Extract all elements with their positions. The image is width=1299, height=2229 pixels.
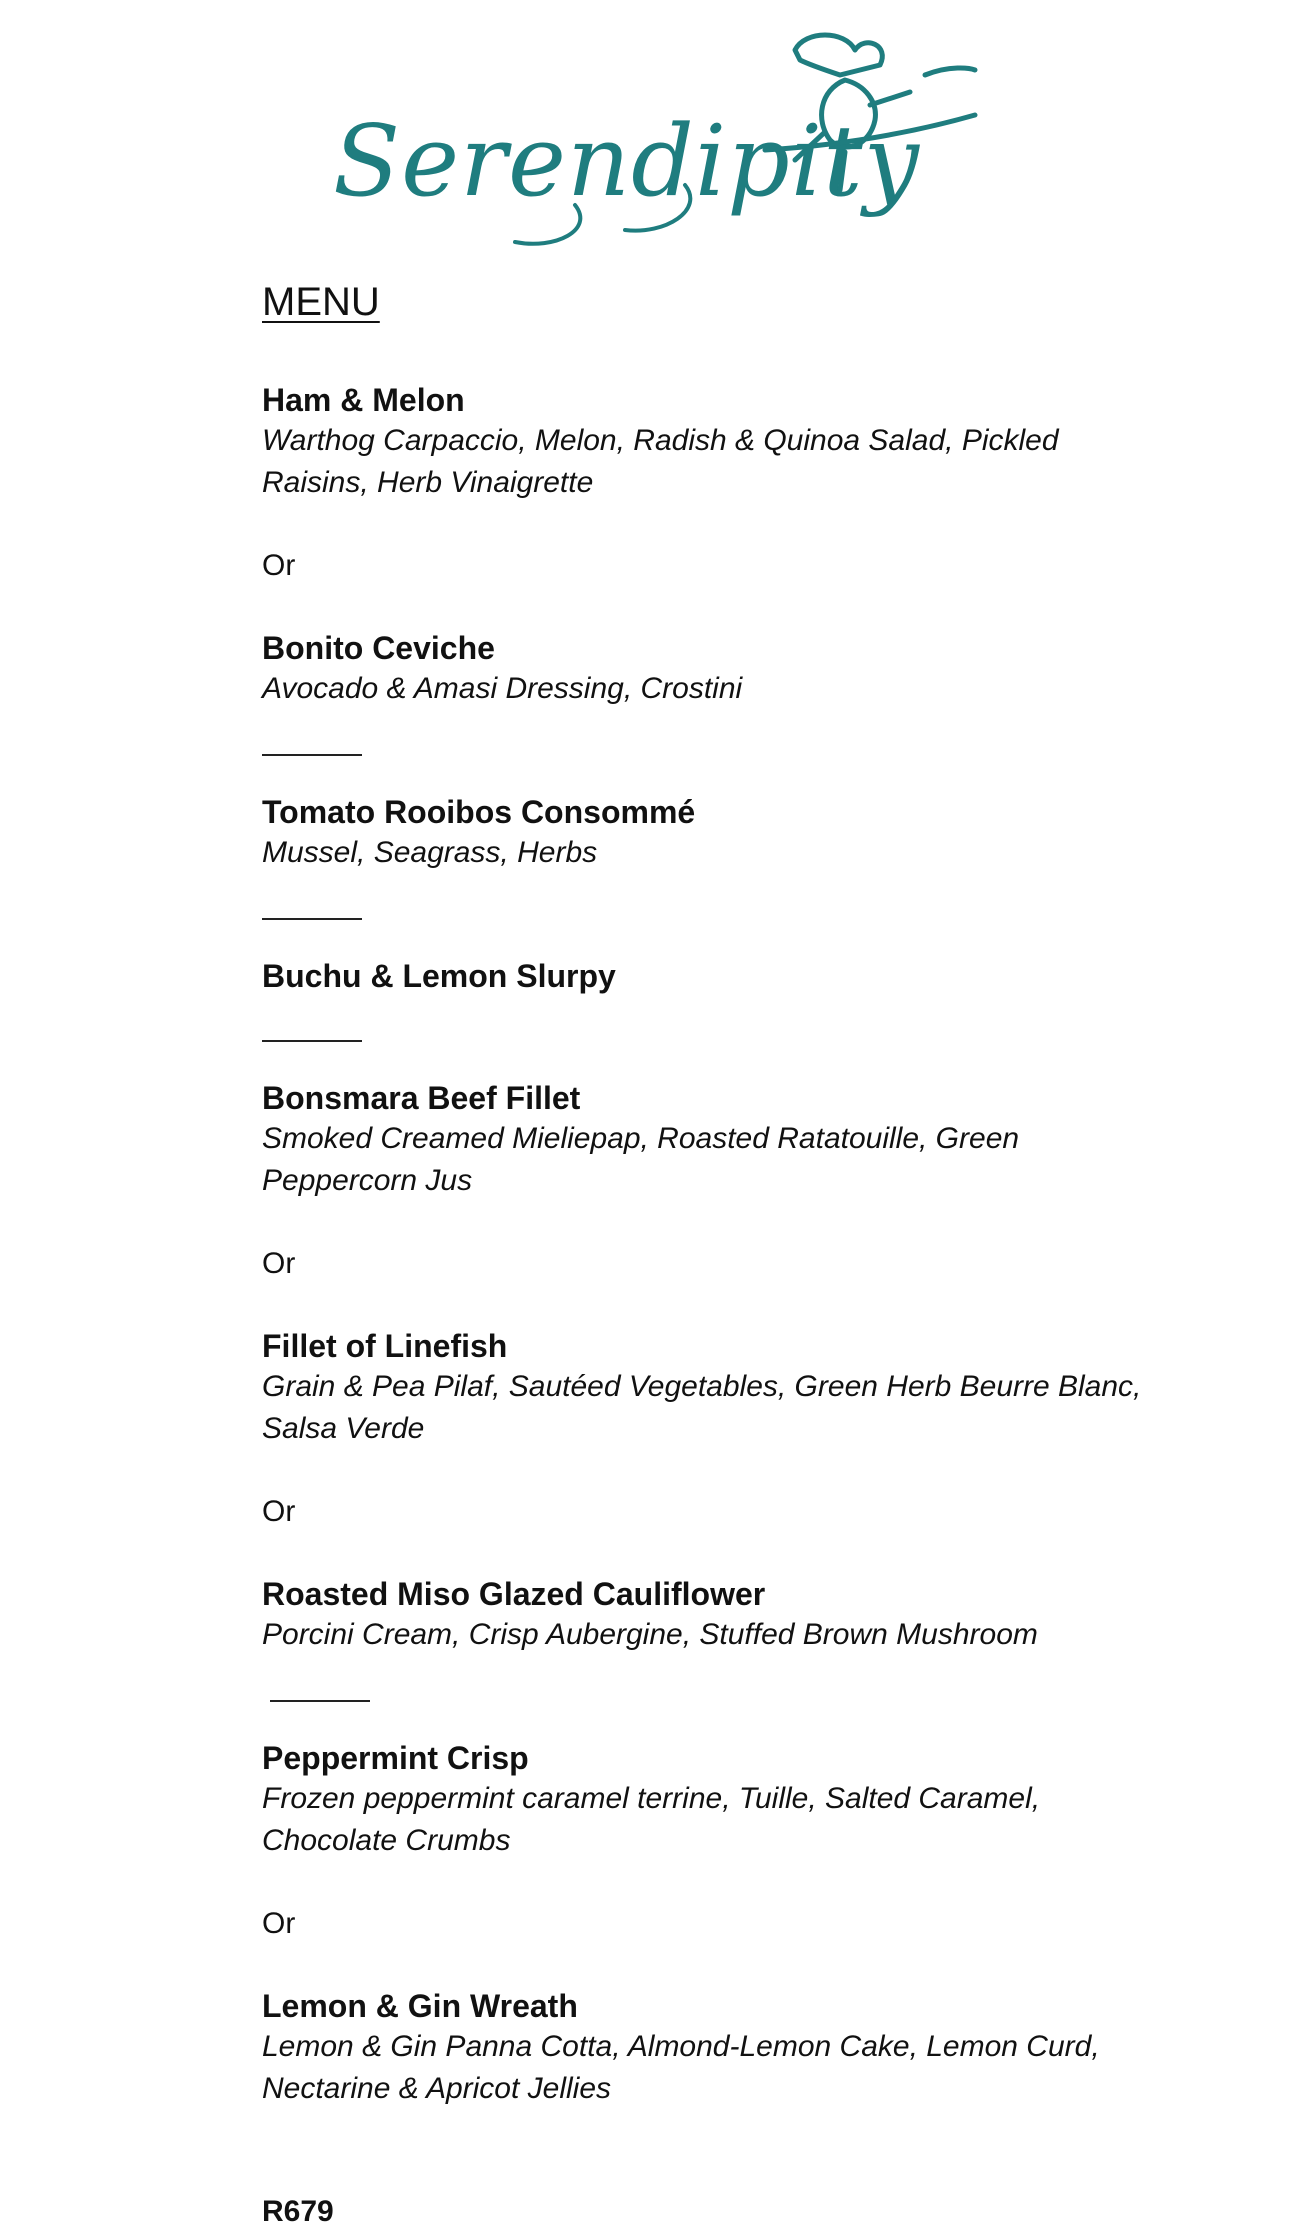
course-divider (270, 1700, 370, 1702)
dish-title: Bonito Ceviche (262, 630, 495, 666)
menu-price: R679 (262, 2195, 334, 2228)
course-divider (262, 754, 362, 756)
course-divider (262, 1040, 362, 1042)
or-separator: Or (262, 549, 296, 582)
dish-description: Warthog Carpaccio, Melon, Radish & Quinoa Salad, Pickled Raisins, Herb Vinaigrette (262, 424, 1059, 499)
course-divider (262, 918, 362, 920)
dish-description: Mussel, Seagrass, Herbs (262, 836, 598, 869)
course-dessert (262, 1738, 1162, 2110)
menu-content (262, 280, 1162, 2110)
dish-title: Lemon & Gin Wreath (262, 1988, 578, 2024)
or-separator: Or (262, 1495, 296, 1528)
dish-description: Avocado & Amasi Dressing, Crostini (262, 672, 743, 705)
dish-title: Tomato Rooibos Consommé (262, 794, 696, 830)
course-main (262, 1078, 1162, 1656)
dish-title: Ham & Melon (262, 382, 465, 418)
dish-title: Fillet of Linefish (262, 1328, 508, 1364)
or-separator: Or (262, 1247, 296, 1280)
course-soup (262, 792, 1162, 874)
menu-heading: MENU (262, 280, 380, 324)
dish-description: Lemon & Gin Panna Cotta, Almond-Lemon Cake, Lemon Curd, Nectarine & Apricot Jellies (262, 2030, 1100, 2105)
dish-description: Porcini Cream, Crisp Aubergine, Stuffed Brown Mushroom (262, 1618, 1038, 1651)
course-starter (262, 380, 1162, 710)
dish-description: Smoked Creamed Mieliepap, Roasted Ratatouille, Green Peppercorn Jus (262, 1122, 1020, 1197)
logo-wordmark: Serendipity (333, 105, 920, 219)
dish-title: Buchu & Lemon Slurpy (262, 958, 616, 994)
dish-description: Frozen peppermint caramel terrine, Tuille, Salted Caramel, Chocolate Crumbs (262, 1782, 1041, 1857)
dish-title: Bonsmara Beef Fillet (262, 1080, 581, 1116)
or-separator: Or (262, 1907, 296, 1940)
dish-title: Peppermint Crisp (262, 1740, 529, 1776)
course-palate-cleanser (262, 956, 1162, 996)
dish-title: Roasted Miso Glazed Cauliflower (262, 1576, 766, 1612)
serendipity-logo (325, 20, 990, 270)
dish-description: Grain & Pea Pilaf, Sautéed Vegetables, Green Herb Beurre Blanc, Salsa Verde (262, 1370, 1142, 1445)
